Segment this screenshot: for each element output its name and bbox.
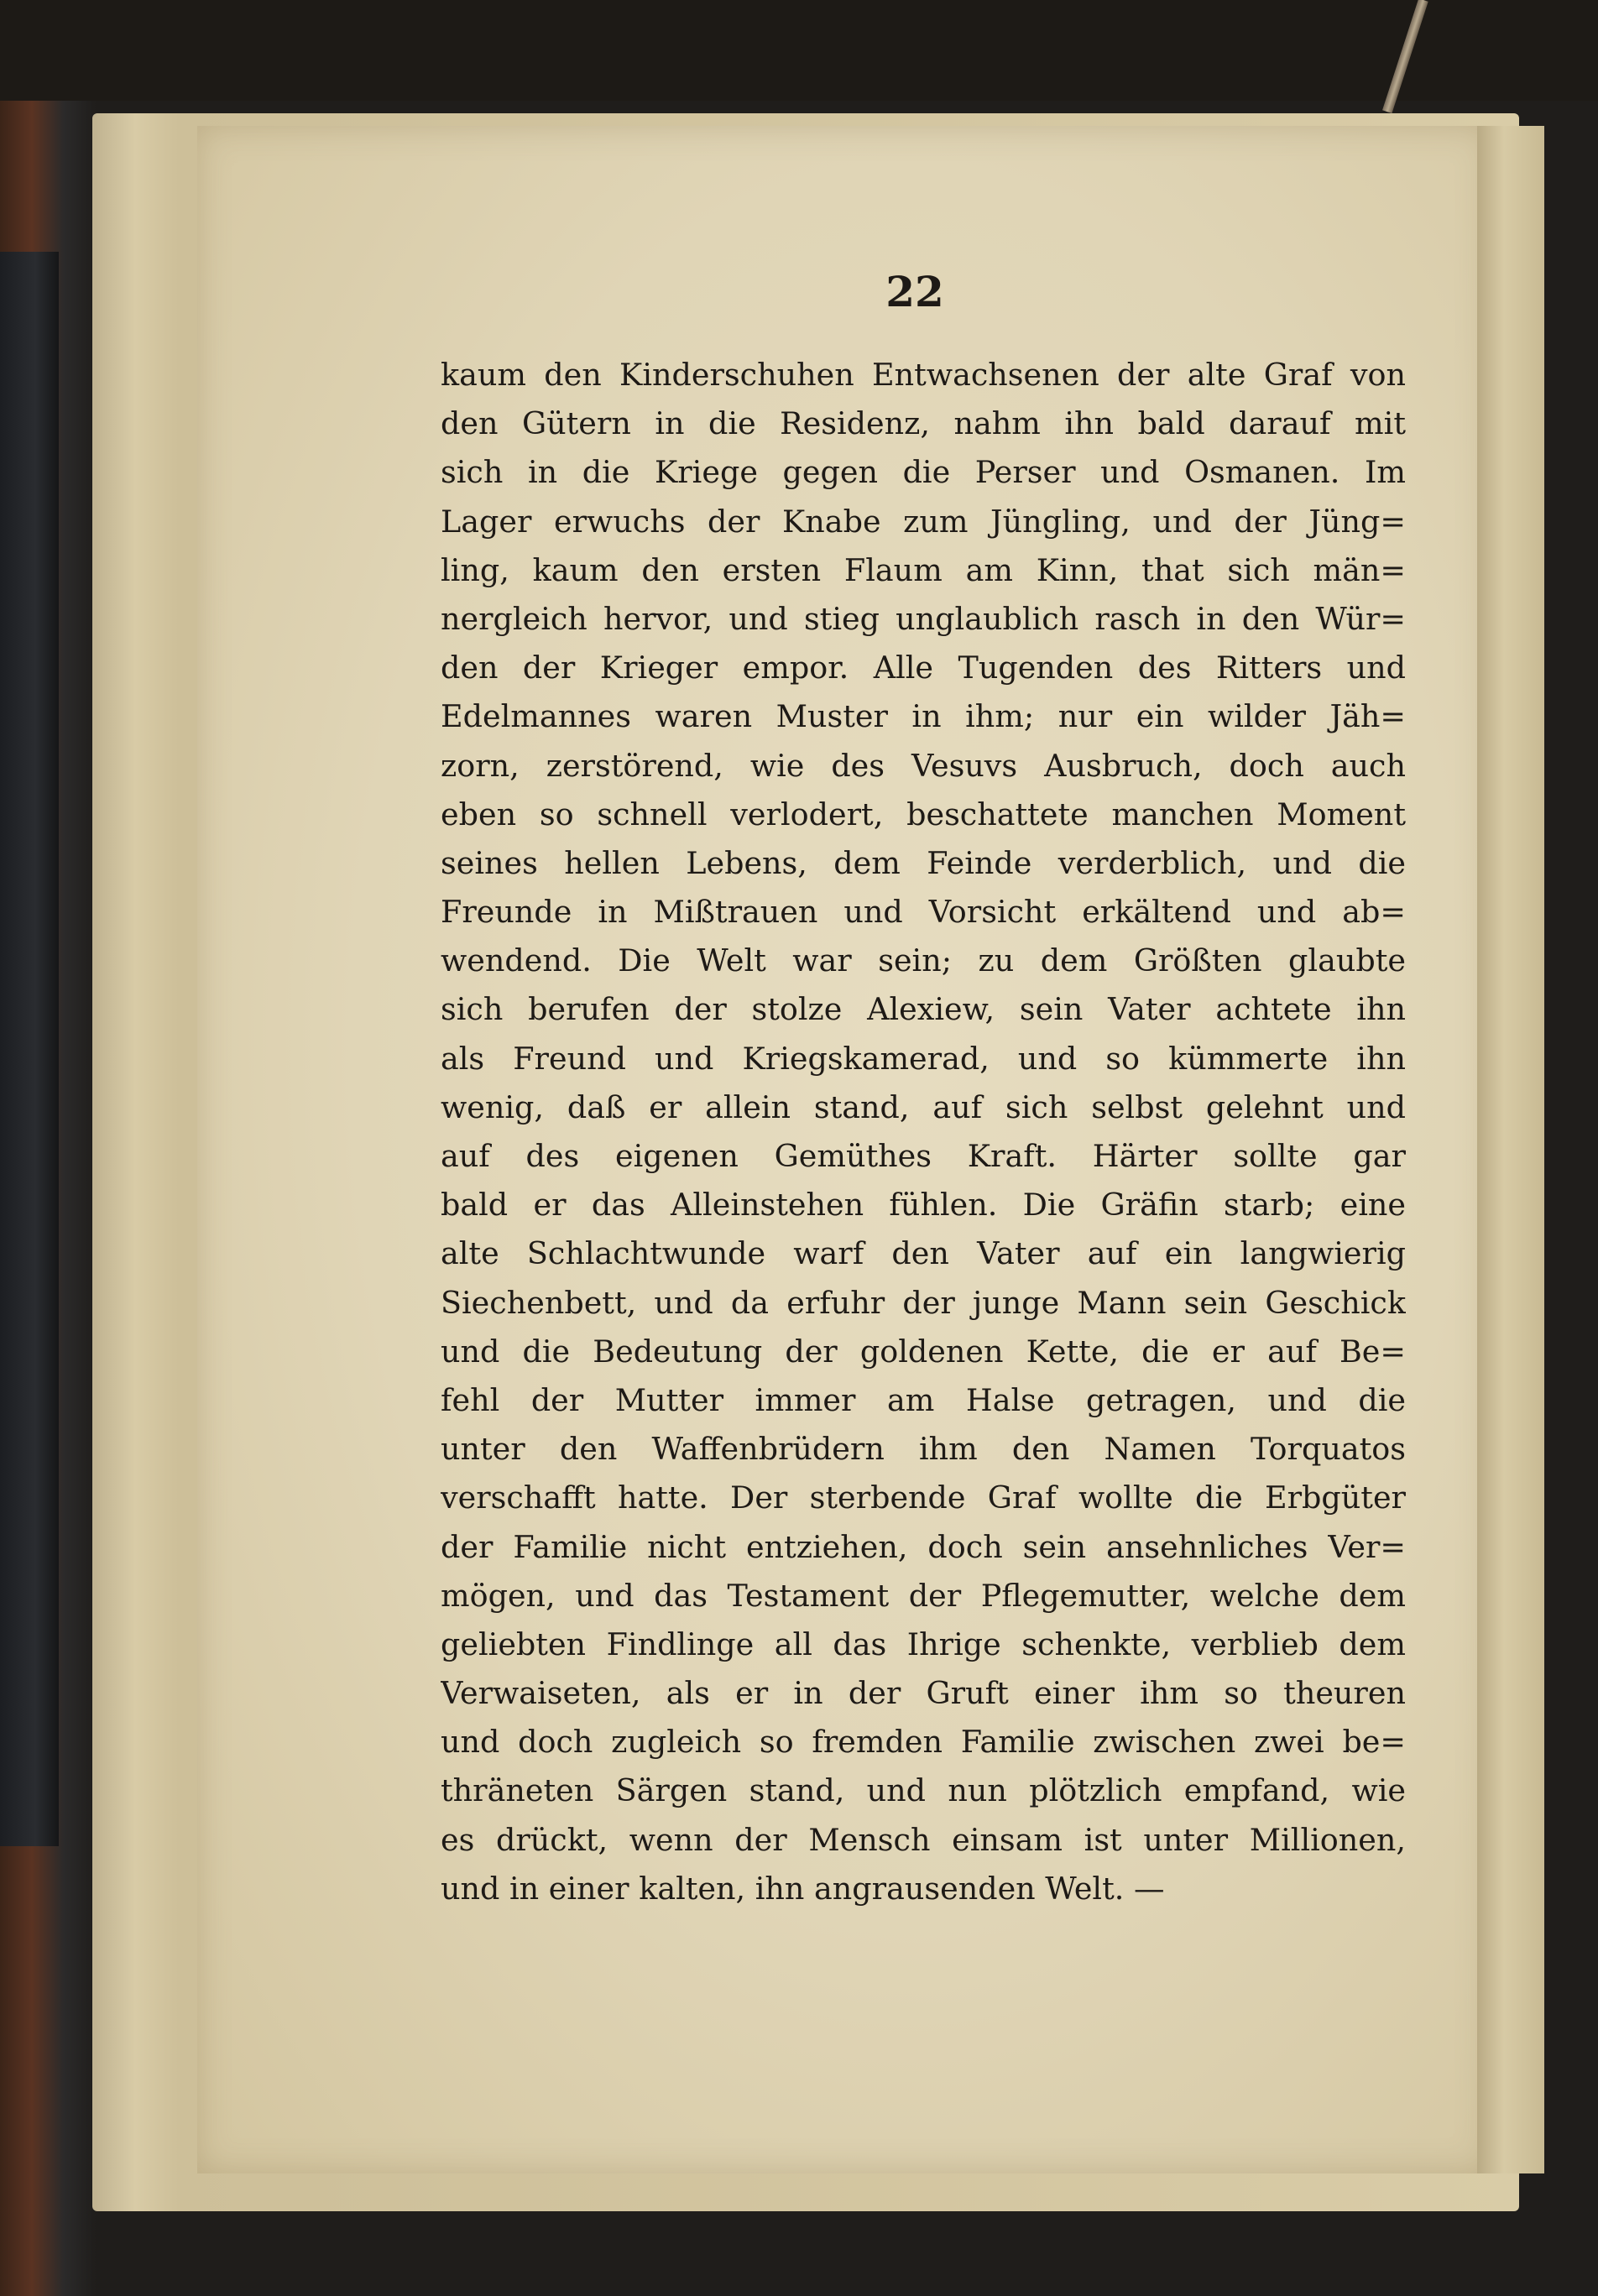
text-line: auf des eigenen Gemüthes Kraft. Härter sollte gar xyxy=(441,1138,1406,1174)
text-line: und die Bedeutung der goldenen Kette, die er auf Be= xyxy=(441,1333,1406,1370)
text-line: fehl der Mutter immer am Halse getragen, und die xyxy=(441,1381,1406,1418)
text-line: und in einer kalten, ihn angrausenden Welt. — xyxy=(441,1870,1165,1907)
text-line: unter den Waffenbrüdern ihm den Namen Torquatos xyxy=(441,1431,1406,1468)
text-line: geliebten Findlinge all das Ihrige schenkte, verblieb dem xyxy=(441,1625,1406,1662)
text-line: ling, kaum den ersten Flaum am Kinn, that sich män= xyxy=(441,551,1406,588)
text-line: mögen, und das Testament der Pflegemutter, welche dem xyxy=(441,1577,1406,1614)
text-line: Freunde in Mißtrauen und Vorsicht erkältend und ab= xyxy=(441,894,1406,931)
text-line: thräneten Särgen stand, und nun plötzlich empfand, wie xyxy=(441,1772,1406,1809)
text-line: eben so schnell verlodert, beschattete manchen Moment xyxy=(441,796,1406,832)
bookmark-string xyxy=(1382,0,1428,113)
text-line: Edelmannes waren Muster in ihm; nur ein wilder Jäh= xyxy=(441,698,1406,735)
text-line: den der Krieger empor. Alle Tugenden des Ritters und xyxy=(441,650,1406,686)
text-line: Lager erwuchs der Knabe zum Jüngling, und der Jüng= xyxy=(441,503,1406,540)
body-text xyxy=(441,351,1406,1913)
cover-edge xyxy=(0,252,59,1846)
text-line: wendend. Die Welt war sein; zu dem Größten glaubte xyxy=(441,942,1406,979)
text-line: als Freund und Kriegskamerad, und so kümmerte ihn xyxy=(441,1040,1406,1077)
page-number: 22 xyxy=(885,267,944,316)
text-line: und doch zugleich so fremden Familie zwischen zwei be= xyxy=(441,1724,1406,1761)
text-line: es drückt, wenn der Mensch einsam ist unter Millionen, xyxy=(441,1821,1406,1858)
text-line: wenig, daß er allein stand, auf sich selbst gelehnt und xyxy=(441,1088,1406,1125)
text-line: sich in die Kriege gegen die Perser und Osmanen. Im xyxy=(441,454,1406,491)
page-gutter xyxy=(1477,126,1544,2173)
text-line: den Gütern in die Residenz, nahm ihn bald darauf mit xyxy=(441,405,1406,442)
text-line: kaum den Kinderschuhen Entwachsenen der alte Graf von xyxy=(441,357,1406,393)
text-line: seines hellen Lebens, dem Feinde verderblich, und die xyxy=(441,844,1406,881)
text-line: nergleich hervor, und stieg unglaublich rasch in den Wür= xyxy=(441,600,1406,637)
text-line: sich berufen der stolze Alexiew, sein Vater achtete ihn xyxy=(441,991,1406,1028)
text-line: bald er das Alleinstehen fühlen. Die Gräfin starb; eine xyxy=(441,1187,1406,1224)
text-line: Verwaiseten, als er in der Gruft einer ihm so theuren xyxy=(441,1675,1406,1712)
text-line: der Familie nicht entziehen, doch sein ansehnliches Ver= xyxy=(441,1528,1406,1565)
text-line: verschafft hatte. Der sterbende Graf wollte die Erbgüter xyxy=(441,1479,1406,1516)
text-line: alte Schlachtwunde warf den Vater auf ein langwierig xyxy=(441,1235,1406,1272)
text-line: zorn, zerstörend, wie des Vesuvs Ausbruch, doch auch xyxy=(441,747,1406,784)
text-line: Siechenbett, und da erfuhr der junge Mann sein Geschick xyxy=(441,1284,1406,1321)
